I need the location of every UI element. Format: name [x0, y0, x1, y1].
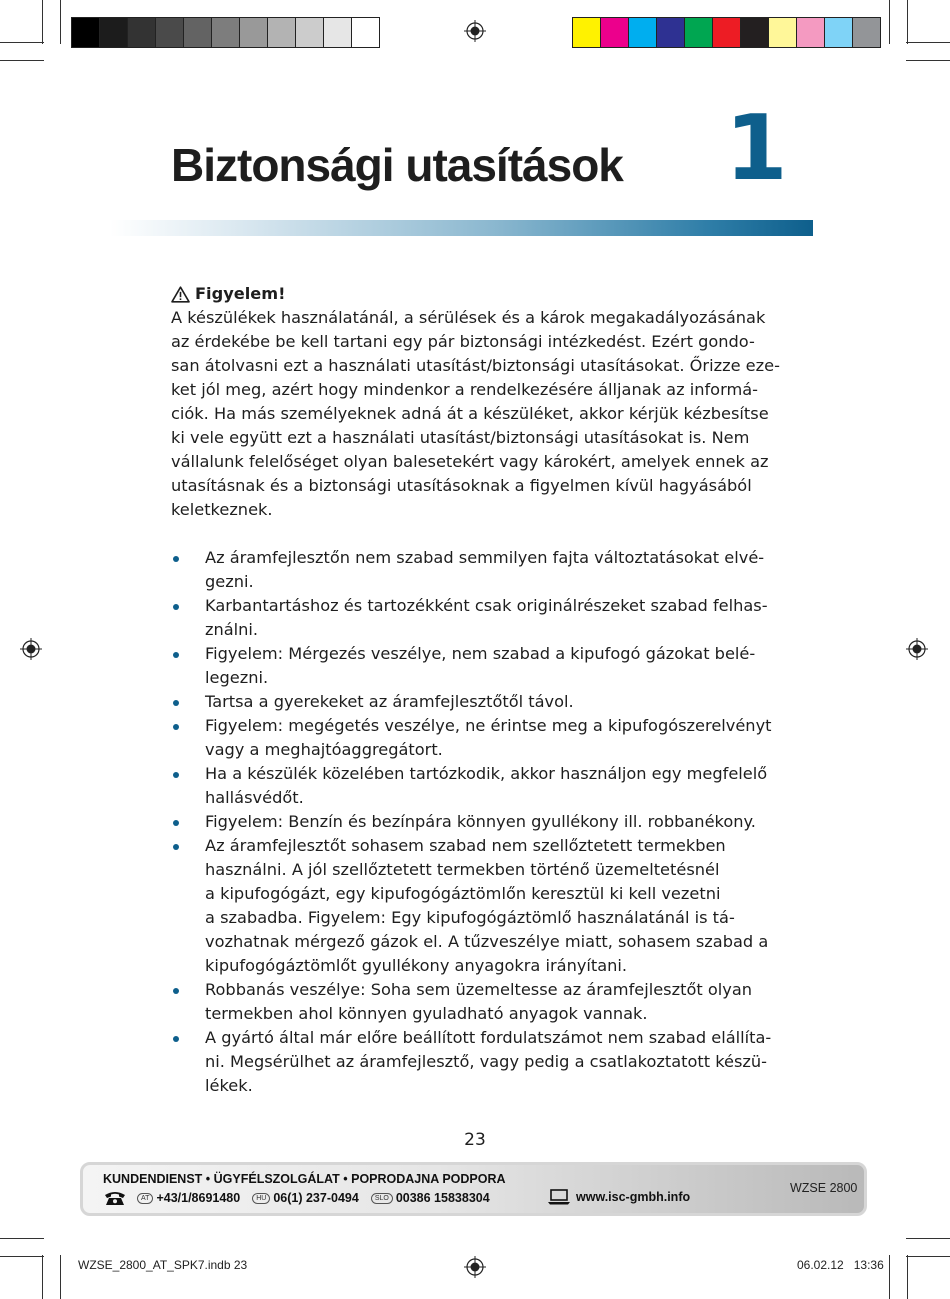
- color-swatch: [601, 18, 629, 47]
- color-swatch: [72, 18, 100, 47]
- model-number: WZSE 2800: [790, 1181, 858, 1195]
- bullet-line: Figyelem: Mérgezés veszélye, nem szabad a kipufogó gázokat belé-: [205, 644, 756, 663]
- laptop-icon: [548, 1189, 570, 1205]
- header-gradient-bar: [110, 220, 813, 236]
- paragraph-line: san átolvasni ezt a használati utasítást/biztonsági utasításokat. Őrizze eze-: [171, 356, 780, 375]
- bullet-item: [171, 762, 781, 810]
- country-code-badge: AT: [137, 1193, 153, 1204]
- bullet-dot-icon: [173, 700, 179, 706]
- phone-entry: [137, 1191, 240, 1205]
- warning-triangle-icon: [171, 286, 190, 303]
- country-code-badge: SLO: [371, 1193, 393, 1204]
- country-code-badge: HU: [252, 1193, 270, 1204]
- color-swatch: [713, 18, 741, 47]
- color-swatch: [156, 18, 184, 47]
- main-content: [171, 282, 781, 1098]
- warning-paragraph: [171, 306, 781, 522]
- color-swatch: [184, 18, 212, 47]
- color-swatch: [352, 18, 379, 47]
- website-url[interactable]: www.isc-gmbh.info: [576, 1190, 691, 1204]
- phone-number: 06(1) 237-0494: [273, 1191, 359, 1205]
- bullet-dot-icon: [173, 772, 179, 778]
- bullet-item: [171, 594, 781, 642]
- paragraph-line: ket jól meg, azért hogy mindenkor a rendelkezésére álljanak az informá-: [171, 380, 758, 399]
- registration-mark-icon: [906, 638, 928, 660]
- color-swatch: [268, 18, 296, 47]
- bullet-line: lékek.: [205, 1076, 253, 1095]
- phone-number: 00386 15838304: [395, 1191, 490, 1205]
- page-title: Biztonsági utasítások: [171, 139, 623, 191]
- color-swatch: [657, 18, 685, 47]
- bullet-line: Tartsa a gyerekeket az áramfejlesztőtől távol.: [205, 692, 574, 711]
- grayscale-color-bar: [71, 17, 380, 48]
- bullet-item: [171, 1026, 781, 1098]
- color-swatch: [797, 18, 825, 47]
- registration-mark-icon: [464, 20, 486, 42]
- date-slug: [797, 1258, 884, 1272]
- telephone-icon: [103, 1190, 127, 1206]
- slug-time: 13:36: [853, 1258, 884, 1272]
- color-swatch: [825, 18, 853, 47]
- paragraph-line: ki vele együtt ezt a használati utasítást/biztonsági utasításokat is. Nem: [171, 428, 750, 447]
- bullet-item: [171, 978, 781, 1026]
- paragraph-line: utasításnak és a biztonsági utasításoknak a figyelmen kívül hagyásából: [171, 476, 752, 495]
- bullet-line: vagy a meghajtóaggregátort.: [205, 740, 443, 759]
- bullet-line: Figyelem: megégetés veszélye, ne érintse meg a kipufogószerelvényt: [205, 716, 772, 735]
- color-swatch: [741, 18, 769, 47]
- bullet-line: A gyártó által már előre beállított fordulatszámot nem szabad elállíta-: [205, 1028, 772, 1047]
- bullet-line: termekben ahol könnyen gyuladható anyagok vannak.: [205, 1004, 648, 1023]
- bullet-line: Az áramfejlesztőn nem szabad semmilyen fajta változtatásokat elvé-: [205, 548, 765, 567]
- paragraph-line: keletkeznek.: [171, 500, 273, 519]
- safety-bullet-list: [171, 546, 781, 1098]
- bullet-line: ni. Megsérülhet az áramfejlesztő, vagy pedig a csatlakoztatott készü-: [205, 1052, 768, 1071]
- bullet-item: [171, 642, 781, 690]
- color-swatch: [685, 18, 713, 47]
- page-number: 23: [464, 1130, 486, 1150]
- phone-entry: [371, 1191, 490, 1205]
- color-swatch: [212, 18, 240, 47]
- bullet-dot-icon: [173, 820, 179, 826]
- bullet-line: ználni.: [205, 620, 259, 639]
- bullet-item: [171, 714, 781, 762]
- chapter-number: 1: [725, 96, 788, 201]
- bullet-line: legezni.: [205, 668, 269, 687]
- bullet-line: Ha a készülék közelében tartózkodik, akkor használjon egy megfelelő: [205, 764, 768, 783]
- warning-heading: [171, 282, 781, 306]
- file-slug: WZSE_2800_AT_SPK7.indb 23: [78, 1258, 248, 1272]
- registration-mark-icon: [20, 638, 42, 660]
- color-swatch: [100, 18, 128, 47]
- bullet-dot-icon: [173, 604, 179, 610]
- customer-service-box: [80, 1162, 867, 1216]
- bullet-dot-icon: [173, 652, 179, 658]
- bullet-item: [171, 690, 781, 714]
- bullet-dot-icon: [173, 556, 179, 562]
- bullet-dot-icon: [173, 1036, 179, 1042]
- bullet-line: használni. A jól szellőztetett termekben történő üzemeltetésnél: [205, 860, 720, 879]
- paragraph-line: A készülékek használatánál, a sérülések és a károk megakadályozásának: [171, 308, 766, 327]
- bullet-item: [171, 834, 781, 978]
- color-swatch: [853, 18, 880, 47]
- paragraph-line: ciók. Ha más személyeknek adná át a készüléket, akkor kérjük kézbesítse: [171, 404, 769, 423]
- slug-date: 06.02.12: [797, 1258, 844, 1272]
- bullet-line: Figyelem: Benzín és bezínpára könnyen gyullékony ill. robbanékony.: [205, 812, 756, 831]
- bullet-line: a kipufogógázt, egy kipufogógáztömlőn keresztül ki kell vezetni: [205, 884, 721, 903]
- paragraph-line: vállalunk felelőséget olyan balesetekért vagy károkért, amelyek ennek az: [171, 452, 769, 471]
- color-swatch: [240, 18, 268, 47]
- bullet-line: a szabadba. Figyelem: Egy kipufogógáztömlő használatánál is tá-: [205, 908, 735, 927]
- color-swatch: [324, 18, 352, 47]
- paragraph-line: az érdekébe be kell tartani egy pár biztonsági intézkedést. Ezért gondo-: [171, 332, 755, 351]
- bullet-dot-icon: [173, 988, 179, 994]
- bullet-line: gezni.: [205, 572, 254, 591]
- bullet-line: kipufogógáztömlőt gyullékony anyagokra irányítani.: [205, 956, 628, 975]
- customer-service-title: KUNDENDIENST • ÜGYFÉLSZOLGÁLAT • POPRODAJNA PODPORA: [103, 1172, 506, 1186]
- color-swatch: [296, 18, 324, 47]
- color-swatch: [128, 18, 156, 47]
- bullet-line: vozhatnak mérgező gázok el. A tűzveszélye miatt, sohasem szabad a: [205, 932, 769, 951]
- bullet-line: hallásvédőt.: [205, 788, 304, 807]
- bullet-dot-icon: [173, 844, 179, 850]
- website[interactable]: [548, 1189, 690, 1205]
- registration-mark-icon: [464, 1256, 486, 1278]
- bullet-line: Robbanás veszélye: Soha sem üzemeltesse az áramfejlesztőt olyan: [205, 980, 753, 999]
- bullet-dot-icon: [173, 724, 179, 730]
- color-swatch: [629, 18, 657, 47]
- color-swatch: [573, 18, 601, 47]
- bullet-item: [171, 546, 781, 594]
- phone-number: +43/1/8691480: [156, 1191, 241, 1205]
- warning-heading-text: Figyelem!: [195, 284, 286, 303]
- bullet-line: Az áramfejlesztőt sohasem szabad nem szellőztetett termekben: [205, 836, 726, 855]
- service-phone-numbers: [103, 1190, 490, 1206]
- phone-entry: [252, 1191, 359, 1205]
- bullet-line: Karbantartáshoz és tartozékként csak originálrészeket szabad felhas-: [205, 596, 768, 615]
- phone-list: [137, 1191, 490, 1205]
- color-swatch: [769, 18, 797, 47]
- bullet-item: [171, 810, 781, 834]
- process-color-bar: [572, 17, 881, 48]
